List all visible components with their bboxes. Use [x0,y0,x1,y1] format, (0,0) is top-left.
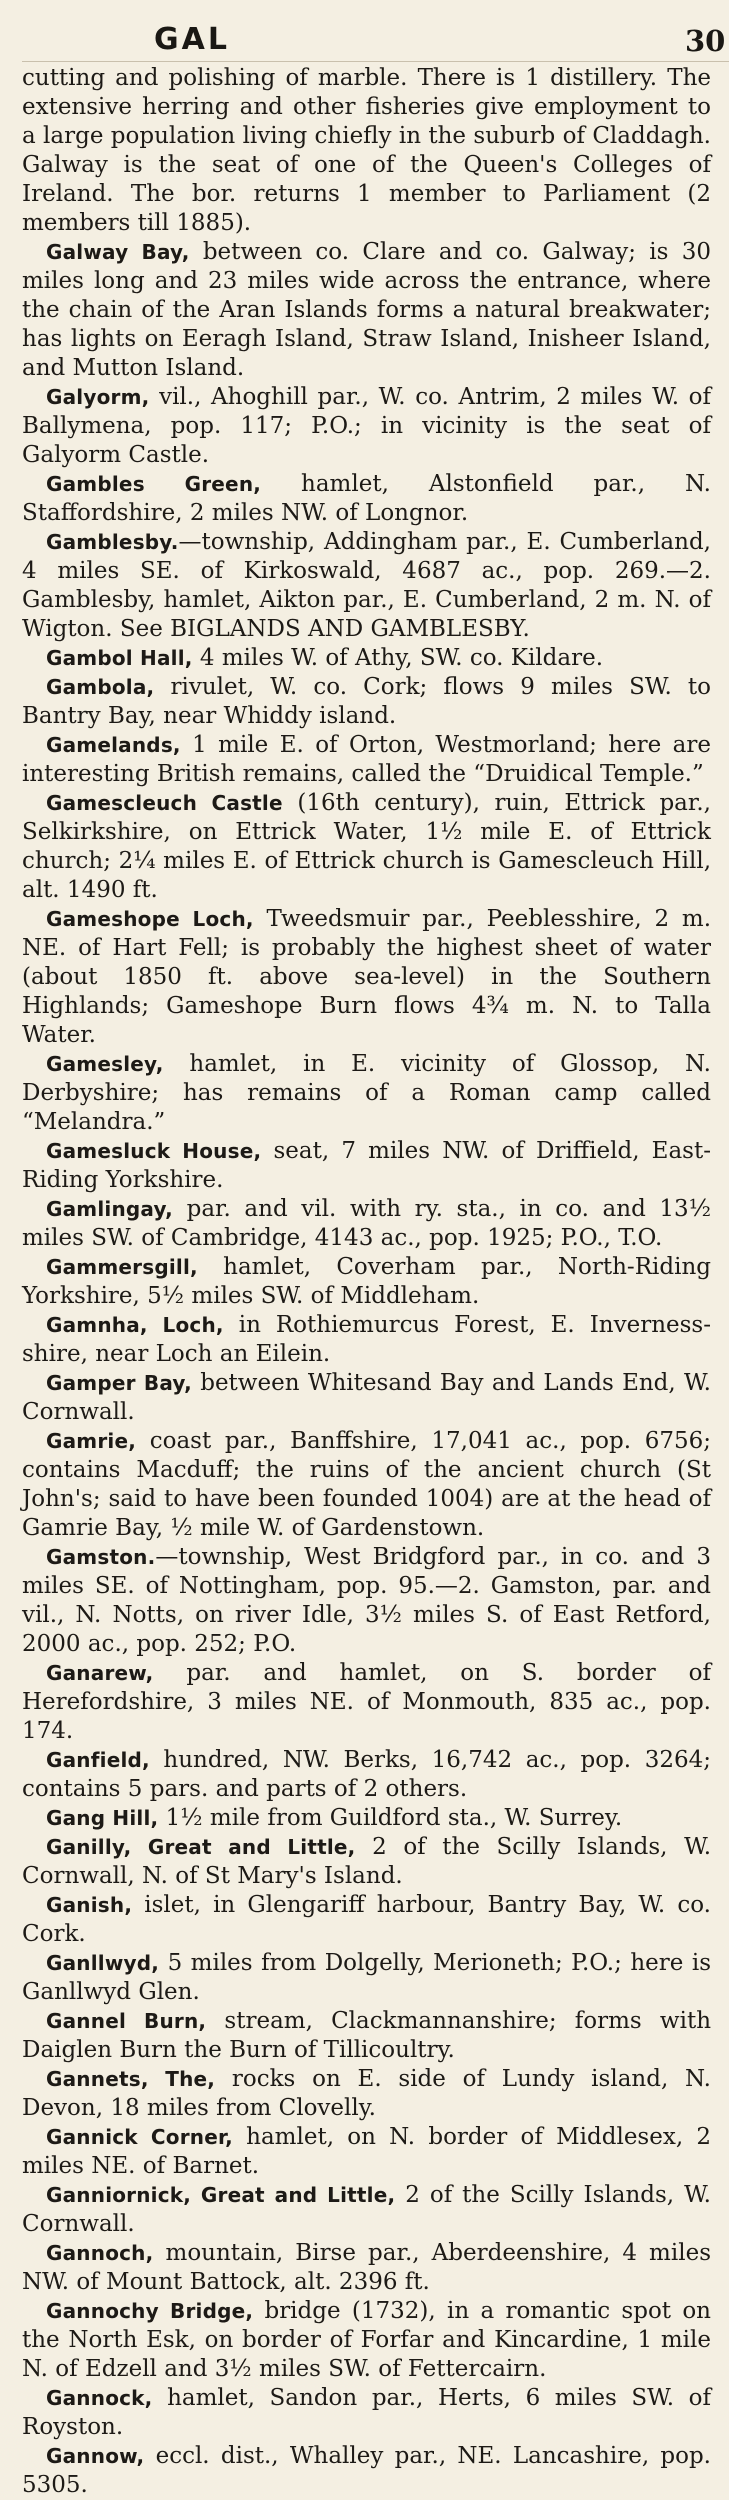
gazetteer-entry [22,1050,711,1137]
gazetteer-entry [22,644,711,673]
entry-headword: Gamescleuch Castle [46,791,283,815]
entry-text: —township, West Bridgford par., in co. and 3 miles SE. of Nottingham, pop. 95.—2. Gamston, par. and vil., N. Notts, on river Idle, 3½ miles S. of East Retford, 2000 ac., pop. 252; P.O. [22,1544,711,1657]
entry-text: Tweedsmuir par., Peeblesshire, 2 m. NE. of Hart Fell; is probably the highest sheet of water (about 1850 ft. above sea-level) in the Southern Highlands; Gameshope Burn flows 4¾ m. N. to Talla Water. [22,906,712,1048]
running-head [22,0,726,64]
entry-text: rocks on E. side of Lundy island, N. Devon, 18 miles from Clovelly. [22,2066,711,2121]
gazetteer-entry [22,2007,711,2065]
gazetteer-entry [22,1427,711,1543]
entry-text: (16th century), ruin, Ettrick par., Selkirkshire, on Ettrick Water, 1½ mile E. of Ettrick church; 2¼ miles E. of Ettrick church is Gamescleuch Hill, alt. 1490 ft. [22,790,711,903]
page-number: 30 [685,24,726,58]
entry-text: bridge (1732), in a romantic spot on the North Esk, on border of Forfar and Kincardine, 1 mile N. of Edzell and 3½ miles SW. of Fettercairn. [22,2298,711,2382]
entry-text: hundred, NW. Berks, 16,742 ac., pop. 3264; contains 5 pars. and parts of 2 others. [22,1747,711,1802]
entry-headword: Gannel Burn, [46,2009,207,2033]
entry-text: seat, 7 miles NW. of Driffield, East-Riding Yorkshire. [22,1138,712,1193]
entry-continuation [22,64,711,238]
entry-text: hamlet, Alstonfield par., N. Staffordshire, 2 miles NW. of Longnor. [22,471,711,526]
entry-headword: Gamrie, [46,1429,137,1453]
entry-headword: Gambles Green, [46,472,262,496]
entry-text: —township, Addingham par., E. Cumberland, 4 miles SE. of Kirkoswald, 4687 ac., pop. 269.—2. Gamblesby, hamlet, Aikton par., E. Cumberland, 2 m. N. of Wigton. See BIGLANDS AND GAMBLESBY. [22,529,711,642]
gazetteer-entry [22,789,711,905]
entry-headword: Gannochy Bridge, [46,2299,254,2323]
entry-headword: Galway Bay, [46,240,190,264]
entry-text: 1½ mile from Guildford sta., W. Surrey. [158,1805,623,1831]
entry-headword: Gannets, The, [46,2067,216,2091]
entry-headword: Gambol Hall, [46,646,193,670]
entry-text: cutting and polishing of marble. There is 1 distillery. The extensive herring and other fisheries give employment to a large population living chiefly in the suburb of Claddagh. Galway is the seat of one of the Queen's Colleges of Ireland. The bor. returns 1 member to Parliament (2 members till 1885). [22,65,711,236]
gazetteer-entry [22,2065,711,2123]
entry-headword: Gamelands, [46,733,181,757]
gazetteer-entry [22,731,711,789]
entry-text: par. and hamlet, on S. border of Herefordshire, 3 miles NE. of Monmouth, 835 ac., pop. 174. [22,1660,711,1744]
entry-text: coast par., Banffshire, 17,041 ac., pop. 6756; contains Macduff; the ruins of the ancient church (St John's; said to have been founded 1004) are at the head of Gamrie Bay, ½ mile W. of Gardenstown. [22,1428,711,1541]
gazetteer-entry [22,1659,711,1746]
entry-headword: Gamblesby. [46,530,179,554]
entry-headword: Gamper Bay, [46,1371,192,1395]
gazetteer-entry [22,470,711,528]
gazetteer-entry [22,1195,711,1253]
entry-headword: Ganarew, [46,1661,154,1685]
entry-headword: Ganniornick, Great and Little, [46,2183,396,2207]
entry-text: 2 of the Scilly Islands, W. Cornwall. [22,2182,711,2237]
gazetteer-entry [22,2123,711,2181]
gazetteer-entry [22,1891,711,1949]
entry-text: hamlet, on N. border of Middlesex, 2 miles NE. of Barnet. [22,2124,712,2179]
entry-headword: Ganfield, [46,1748,150,1772]
entry-headword: Gamston. [46,1545,156,1569]
entry-headword: Ganilly, Great and Little, [46,1835,356,1859]
running-head-word: GAL [154,22,230,57]
entry-text: hamlet, in E. vicinity of Glossop, N. Derbyshire; has remains of a Roman camp called “Melandra.” [22,1051,711,1135]
entry-text: between co. Clare and co. Galway; is 30 miles long and 23 miles wide across the entrance, where the chain of the Aran Islands forms a natural breakwater; has lights on Eeragh Island, Straw Island, Inisheer Island, and Mutton Island. [22,239,711,381]
entry-text: in Rothiemurcus Forest, E. Inverness-shire, near Loch an Eilein. [22,1312,711,1367]
entry-headword: Ganllwyd, [46,1951,160,1975]
entry-text: eccl. dist., Whalley par., NE. Lancashire, pop. 5305. [22,2443,711,2498]
entry-headword: Gannock, [46,2386,153,2410]
gazetteer-entry [22,1311,711,1369]
gazetteer-entry [22,905,711,1050]
entry-text: 2 of the Scilly Islands, W. Cornwall, N. of St Mary's Island. [22,1834,712,1889]
entry-text: hamlet, Sandon par., Herts, 6 miles SW. of Royston. [22,2385,711,2440]
gazetteer-entry [22,1253,711,1311]
gazetteer-entry [22,2181,711,2239]
entry-headword: Ganish, [46,1893,133,1917]
entry-headword: Gamesley, [46,1052,164,1076]
entry-headword: Gannick Corner, [46,2125,233,2149]
entry-headword: Gannow, [46,2444,145,2468]
gazetteer-entry [22,1949,711,2007]
entry-headword: Gameshope Loch, [46,907,254,931]
entry-text: between Whitesand Bay and Lands End, W. Cornwall. [22,1370,711,1425]
gazetteer-entry [22,2239,711,2297]
entry-text: 4 miles W. of Athy, SW. co. Kildare. [192,645,604,671]
entry-text: par. and vil. with ry. sta., in co. and 13½ miles SW. of Cambridge, 4143 ac., pop. 1925; P.O., T.O. [22,1196,711,1251]
entry-text: 5 miles from Dolgelly, Merioneth; P.O.; here is Ganllwyd Glen. [22,1950,711,2005]
entry-text: islet, in Glengariff harbour, Bantry Bay, W. co. Cork. [22,1892,711,1947]
gazetteer-entry [22,238,711,383]
entry-text: mountain, Birse par., Aberdeenshire, 4 miles NW. of Mount Battock, alt. 2396 ft. [22,2240,711,2295]
gazetteer-entry [22,528,711,644]
gazetteer-entry [22,1137,711,1195]
entry-text: stream, Clackmannanshire; forms with Daiglen Burn the Burn of Tillicoultry. [22,2008,712,2063]
entry-text: rivulet, W. co. Cork; flows 9 miles SW. to Bantry Bay, near Whiddy island. [22,674,711,729]
gazetteer-entry [22,1804,711,1833]
gazetteer-entry [22,2442,711,2500]
gazetteer-entry [22,2384,711,2442]
entry-headword: Gannoch, [46,2241,154,2265]
gazetteer-entry [22,383,711,470]
header-rule [22,61,729,62]
entry-list [22,64,711,2500]
entry-headword: Gamlingay, [46,1197,173,1221]
gazetteer-entry [22,1369,711,1427]
gazetteer-entry [22,1543,711,1659]
entry-headword: Gamnha, Loch, [46,1313,224,1337]
gazetteer-entry [22,673,711,731]
gazetteer-entry [22,1833,711,1891]
entry-headword: Gambola, [46,675,155,699]
entry-text: 1 mile E. of Orton, Westmorland; here are interesting British remains, called the “Druidical Temple.” [22,732,711,787]
gazetteer-entry [22,1746,711,1804]
entry-headword: Gamesluck House, [46,1139,262,1163]
entry-headword: Gammersgill, [46,1255,198,1279]
entry-text: hamlet, Coverham par., North-Riding Yorkshire, 5½ miles SW. of Middleham. [22,1254,711,1309]
gazetteer-entry [22,2297,711,2384]
entry-text: vil., Ahoghill par., W. co. Antrim, 2 miles W. of Ballymena, pop. 117; P.O.; in vicinity is the seat of Galyorm Castle. [22,384,711,468]
entry-headword: Gang Hill, [46,1806,159,1830]
entry-headword: Galyorm, [46,385,150,409]
